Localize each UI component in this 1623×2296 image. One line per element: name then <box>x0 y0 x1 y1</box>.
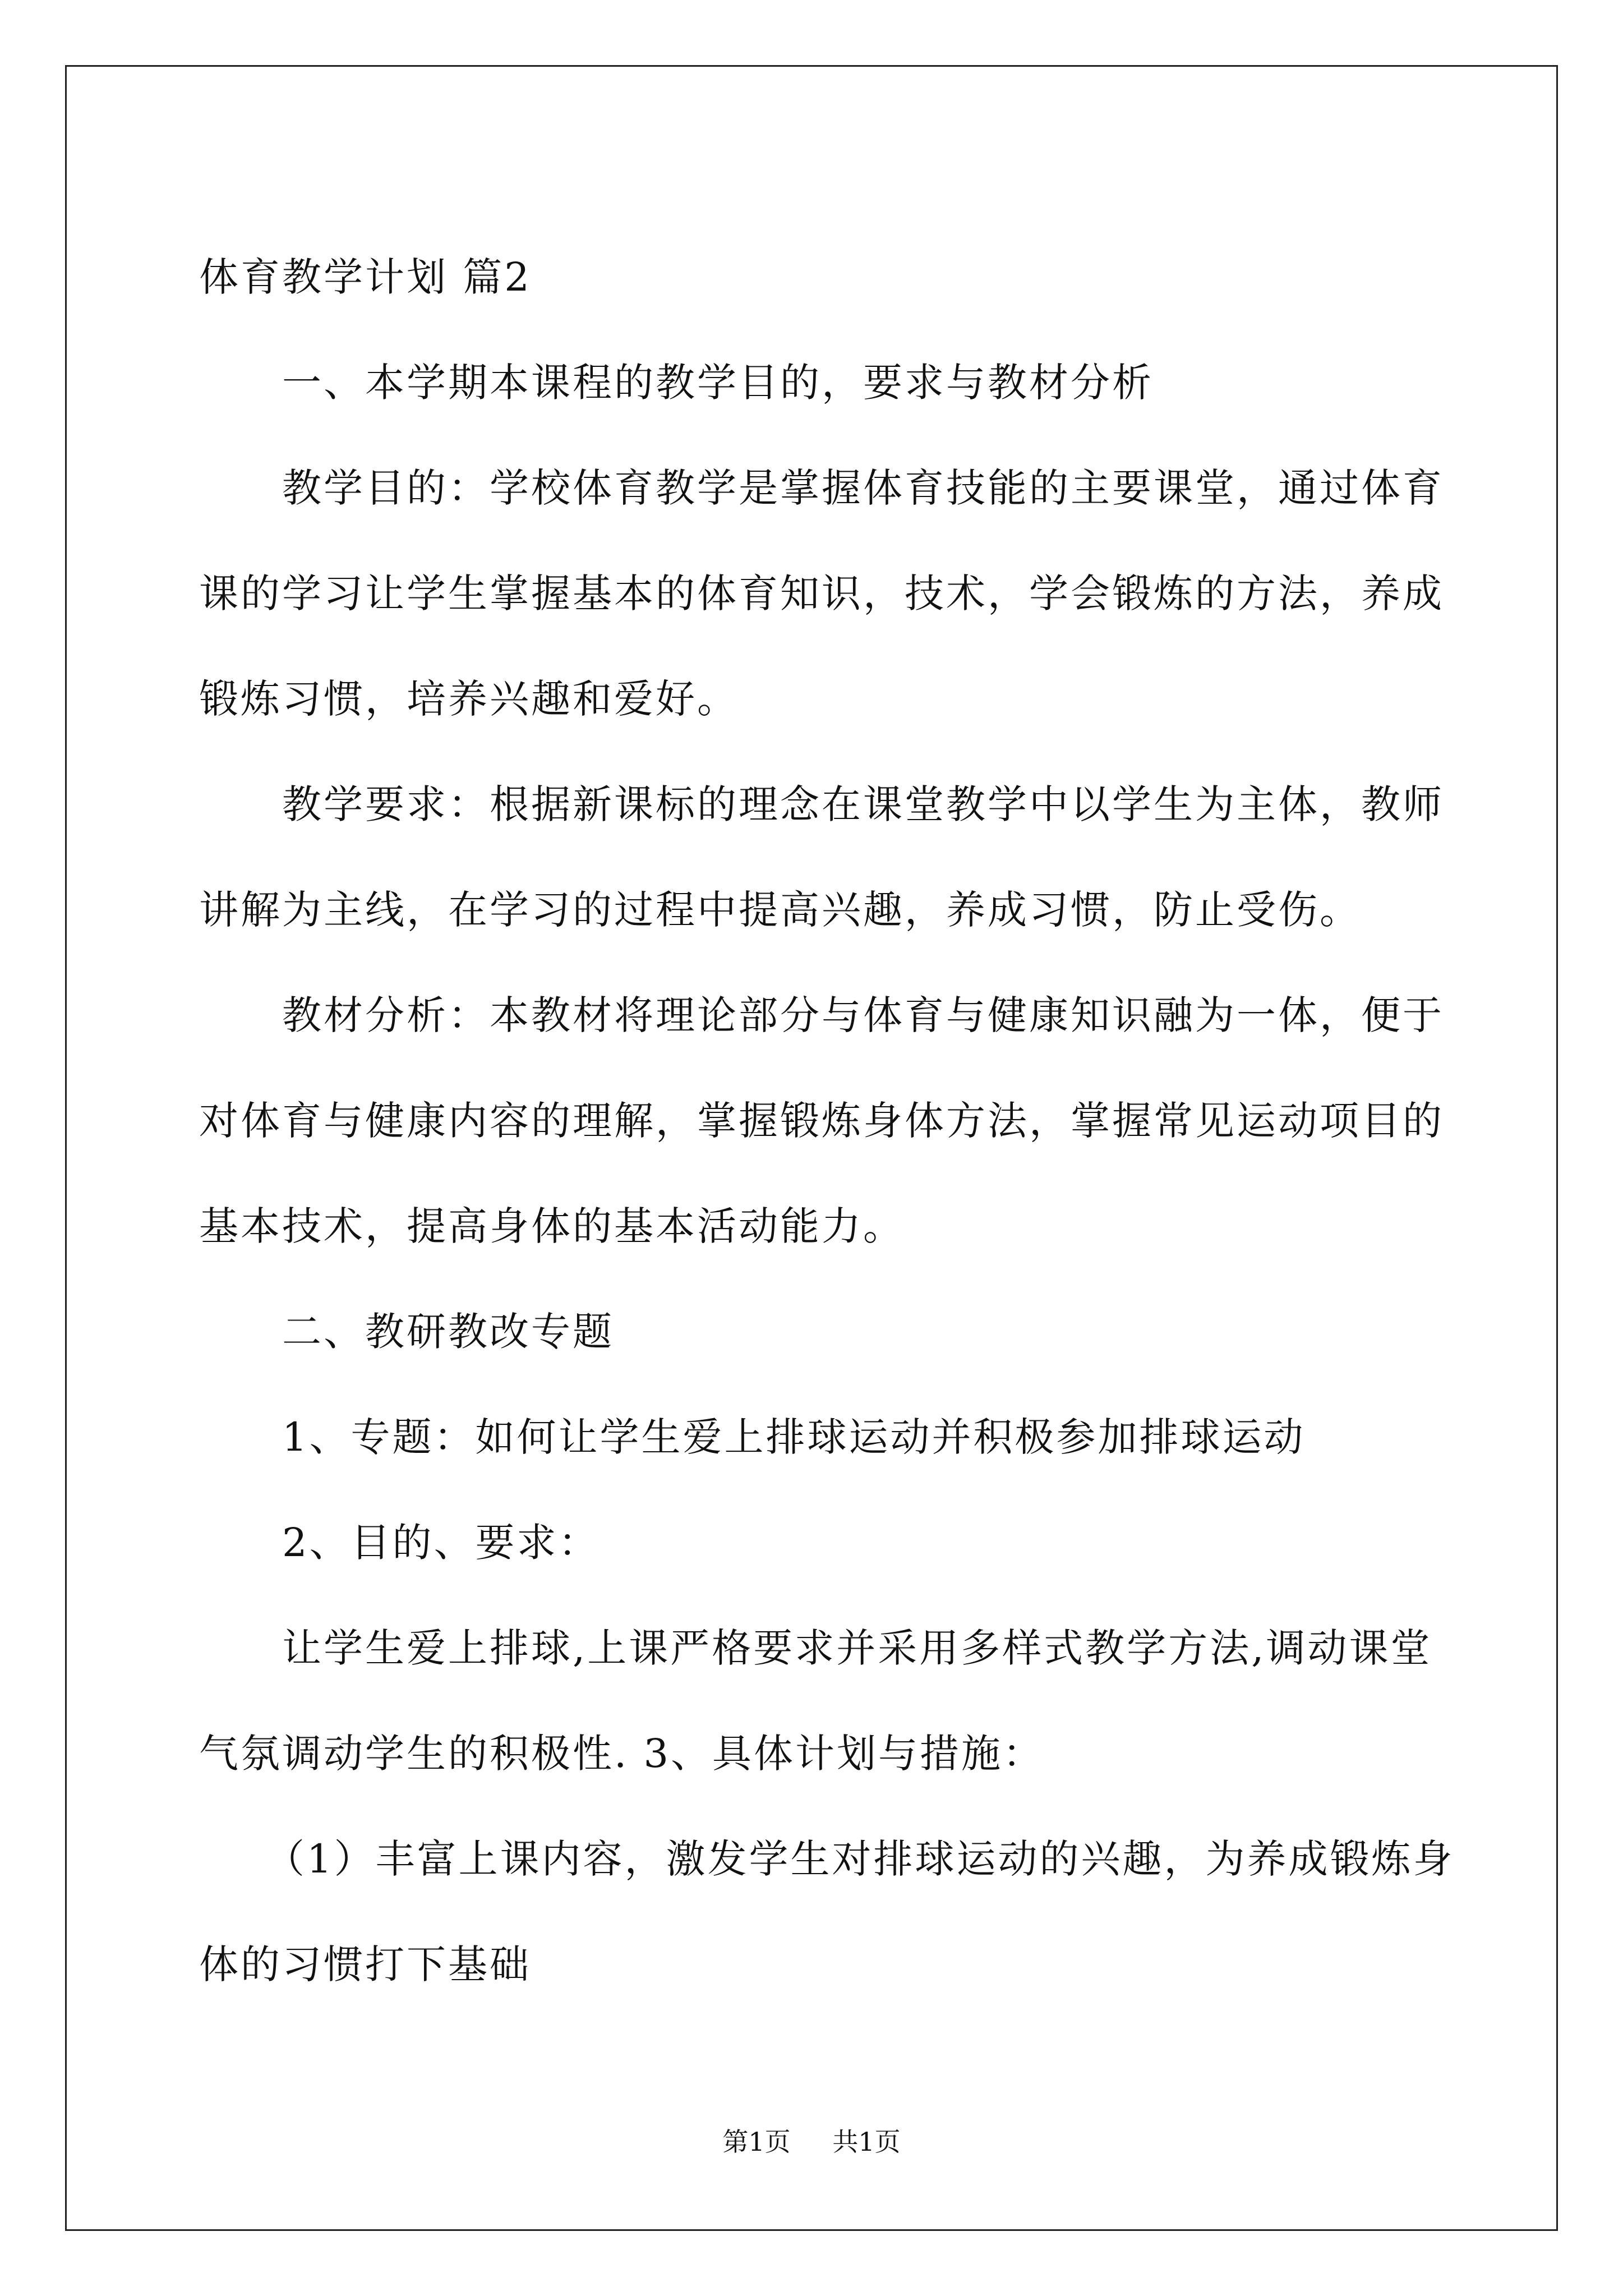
paragraph-line: 教学要求：根据新课标的理念在课堂教学中以学生为主体，教师 <box>282 781 1444 827</box>
section-heading-1: 一、本学期本课程的教学目的，要求与教材分析 <box>282 360 1154 406</box>
paragraph-line: 教材分析：本教材将理论部分与体育与健康知识融为一体，便于 <box>282 992 1444 1038</box>
document-body <box>199 224 1455 2017</box>
paragraph-line: 让学生爱上排球,上课严格要求并采用多样式教学方法,调动课堂 <box>282 1625 1432 1671</box>
paragraph-line: 锻炼习惯，培养兴趣和爱好。 <box>199 676 739 722</box>
doc-title: 体育教学计划 篇2 <box>199 254 532 300</box>
list-item: （1）丰富上课内容，激发学生对排球运动的兴趣，为养成锻炼身 <box>265 1836 1455 1882</box>
page-footer <box>0 2125 1623 2159</box>
paragraph-line: 课的学习让学生掌握基本的体育知识，技术，学会锻炼的方法，养成 <box>199 570 1444 616</box>
section-heading-2: 二、教研教改专题 <box>282 1309 614 1355</box>
paragraph-line: 教学目的：学校体育教学是掌握体育技能的主要课堂，通过体育 <box>282 465 1444 511</box>
page-total: 共1页 <box>832 2127 901 2157</box>
page-number: 第1页 <box>722 2127 791 2157</box>
paragraph-line: 对体育与健康内容的理解，掌握锻炼身体方法，掌握常见运动项目的 <box>199 1098 1444 1144</box>
paragraph-line: 体的习惯打下基础 <box>199 1941 531 1987</box>
list-item: 1、专题：如何让学生爱上排球运动并积极参加排球运动 <box>282 1414 1306 1460</box>
paragraph-line: 基本技术，提高身体的基本活动能力。 <box>199 1203 905 1249</box>
paragraph-line: 讲解为主线，在学习的过程中提高兴趣，养成习惯，防止受伤。 <box>199 887 1361 933</box>
list-item: 2、目的、要求： <box>282 1520 600 1566</box>
paragraph-line: 气氛调动学生的积极性. 3、具体计划与措施： <box>199 1731 1045 1777</box>
